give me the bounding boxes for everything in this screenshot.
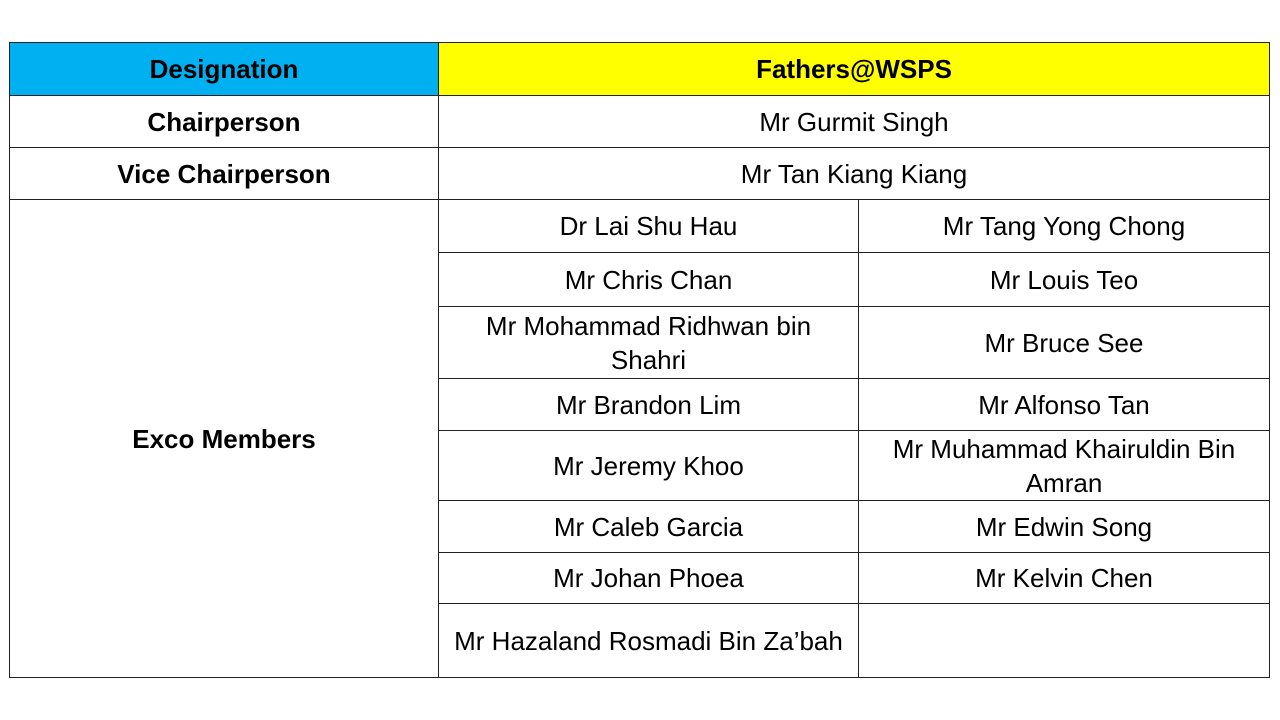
exco-member: Mr Alfonso Tan	[859, 379, 1270, 431]
designation-header: Designation	[10, 43, 439, 96]
exco-member: Mr Bruce See	[859, 307, 1270, 379]
exco-member: Mr Johan Phoea	[439, 553, 859, 604]
exco-member: Mr Kelvin Chen	[859, 553, 1270, 604]
exco-role: Exco Members	[10, 200, 439, 678]
exco-member: Mr Jeremy Khoo	[439, 431, 859, 501]
exco-member: Mr Mohammad Ridhwan bin Shahri	[439, 307, 859, 379]
exco-member: Mr Caleb Garcia	[439, 501, 859, 553]
exco-row	[10, 200, 1270, 253]
vice-chairperson-name: Mr Tan Kiang Kiang	[439, 148, 1270, 200]
vice-chairperson-row	[10, 148, 1270, 200]
exco-member: Mr Louis Teo	[859, 253, 1270, 307]
header-row	[10, 43, 1270, 96]
exco-member: Mr Tang Yong Chong	[859, 200, 1270, 253]
exco-member: Mr Brandon Lim	[439, 379, 859, 431]
group-header: Fathers@WSPS	[439, 43, 1270, 96]
chairperson-row	[10, 96, 1270, 148]
exco-member-empty	[859, 604, 1270, 678]
exco-member: Mr Muhammad Khairuldin Bin Amran	[859, 431, 1270, 501]
exco-member: Mr Chris Chan	[439, 253, 859, 307]
exco-member: Mr Hazaland Rosmadi Bin Za’bah	[439, 604, 859, 678]
exco-member: Mr Edwin Song	[859, 501, 1270, 553]
chairperson-role: Chairperson	[10, 96, 439, 148]
chairperson-name: Mr Gurmit Singh	[439, 96, 1270, 148]
exco-member: Dr Lai Shu Hau	[439, 200, 859, 253]
vice-chairperson-role: Vice Chairperson	[10, 148, 439, 200]
committee-table	[9, 42, 1270, 678]
